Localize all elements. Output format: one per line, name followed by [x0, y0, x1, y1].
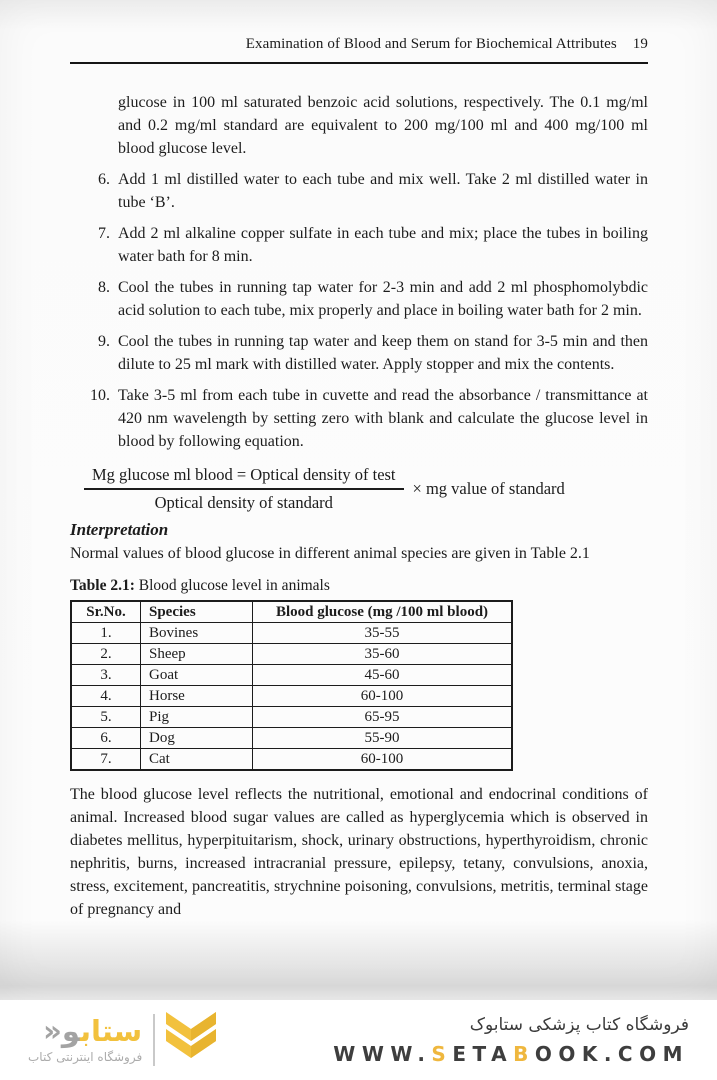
table-row	[71, 749, 512, 771]
list-item-number: 6.	[98, 171, 110, 188]
table-cell: Horse	[141, 686, 253, 707]
logo-subtitle: فروشگاه اینترنتی کتاب	[28, 1049, 143, 1064]
table-row	[71, 644, 512, 665]
website-segment: ETA	[452, 1041, 514, 1066]
equation-multiplier: × mg value of standard	[412, 479, 565, 498]
closing-paragraph: The blood glucose level reflects the nutritional, emotional and endocrinal conditions of animal. Increased blood sugar values are called as hyperglycemia which is observed in diabetes mellitus, hyperpituitarism, shock, urinary obstructions, hyperthyroidism, chronic nephritis, burns, increased intracranial pressure, epilepsy, tetany, convulsions, anoxia, stress, excitement, pancreatitis, strychnine poisoning, convulsions, metritis, terminal stage of pregnancy and	[70, 786, 648, 918]
table-cell: 60-100	[253, 686, 513, 707]
table-header-cell: Blood glucose (mg /100 ml blood)	[253, 601, 513, 623]
double-chevron-icon	[166, 1012, 216, 1068]
list-item-text: Take 3-5 ml from each tube in cuvette and read the absorbance / transmittance at 420 nm wavelength by setting zero with blank and calculate the glucose level in blood by following equation.	[118, 387, 648, 450]
list-item	[70, 222, 648, 268]
page-number: 19	[632, 36, 648, 52]
logo-kaf-glyph: «	[43, 1013, 62, 1048]
interpretation-text: Normal values of blood glucose in different animal species are given in Table 2.1	[70, 545, 590, 562]
website-url[interactable]	[333, 1042, 689, 1066]
table-cell: 6.	[71, 728, 141, 749]
table-row	[71, 728, 512, 749]
table-row	[71, 623, 512, 644]
page-header	[70, 36, 648, 53]
list-item-text: Cool the tubes in running tap water for 2-3 min and add 2 ml phosphomolybdic acid solution to each tube, mix properly and place in boiling water bath for 2 min.	[118, 279, 648, 319]
table-cell: 3.	[71, 665, 141, 686]
logo-wordmark-gray: و	[61, 1013, 81, 1048]
equation-fraction	[84, 465, 404, 513]
table-cell: 1.	[71, 623, 141, 644]
list-item	[70, 168, 648, 214]
list-item	[70, 384, 648, 453]
header-rule	[70, 62, 648, 64]
intro-paragraph: glucose in 100 ml saturated benzoic acid solutions, respectively. The 0.1 mg/ml and 0.2 mg/ml standard are equivalent to 200 mg/100 ml and 400 mg/100 ml blood glucose level.	[118, 94, 648, 157]
table-cell: Goat	[141, 665, 253, 686]
table-cell: Sheep	[141, 644, 253, 665]
page-header-title: Examination of Blood and Serum for Biochemical Attributes	[245, 36, 617, 52]
table-cell: 45-60	[253, 665, 513, 686]
table-cell: 55-90	[253, 728, 513, 749]
interpretation-heading: Interpretation	[70, 520, 169, 539]
table-header-cell: Species	[141, 601, 253, 623]
list-item-text: Add 2 ml alkaline copper sulfate in each tube and mix; place the tubes in boiling water bath for 8 min.	[118, 225, 648, 265]
numbered-list	[70, 168, 648, 453]
table-header-row	[71, 601, 512, 623]
list-item-number: 8.	[98, 279, 110, 296]
table-cell: 4.	[71, 686, 141, 707]
table-cell: 5.	[71, 707, 141, 728]
table-cell: 65-95	[253, 707, 513, 728]
list-item-number: 10.	[90, 387, 110, 404]
equation	[84, 465, 648, 513]
equation-numerator: Mg glucose ml blood = Optical density of test	[84, 465, 404, 490]
table-caption-label: Table 2.1:	[70, 577, 135, 594]
table-row	[71, 686, 512, 707]
table-cell: 7.	[71, 749, 141, 771]
logo-divider	[153, 1014, 155, 1066]
table-row	[71, 707, 512, 728]
footer	[0, 1000, 717, 1080]
list-item-text: Cool the tubes in running tap water and keep them on stand for 3-5 min and then dilute to 25 ml mark with distilled water. Apply stopper and mix the contents.	[118, 333, 648, 373]
store-name: فروشگاه کتاب پزشکی ستابوک	[469, 1014, 689, 1035]
table-cell: Dog	[141, 728, 253, 749]
table-cell: 35-60	[253, 644, 513, 665]
table-cell: Cat	[141, 749, 253, 771]
table-cell: 35-55	[253, 623, 513, 644]
table-header-cell: Sr.No.	[71, 601, 141, 623]
website-segment: S	[431, 1041, 453, 1066]
list-item-number: 7.	[98, 225, 110, 242]
table-cell: 60-100	[253, 749, 513, 771]
website-segment: OOK.COM	[534, 1041, 689, 1066]
list-item-number: 9.	[98, 333, 110, 350]
table-cell: Bovines	[141, 623, 253, 644]
table-cell: 2.	[71, 644, 141, 665]
blood-glucose-table	[70, 600, 513, 771]
table-caption-text: Blood glucose level in animals	[138, 577, 330, 594]
website-segment: B	[513, 1041, 535, 1066]
table-caption	[70, 577, 648, 595]
table-cell: Pig	[141, 707, 253, 728]
list-item	[70, 330, 648, 376]
equation-denominator: Optical density of standard	[154, 493, 333, 512]
list-item-text: Add 1 ml distilled water to each tube and mix well. Take 2 ml distilled water in tube ‘B’.	[118, 171, 648, 211]
list-item	[70, 276, 648, 322]
setabook-logo	[28, 1012, 216, 1068]
website-segment: WWW.	[333, 1041, 432, 1066]
logo-wordmark	[43, 1013, 143, 1048]
table-row	[71, 665, 512, 686]
logo-wordmark-yellow: ستاب	[80, 1013, 143, 1048]
